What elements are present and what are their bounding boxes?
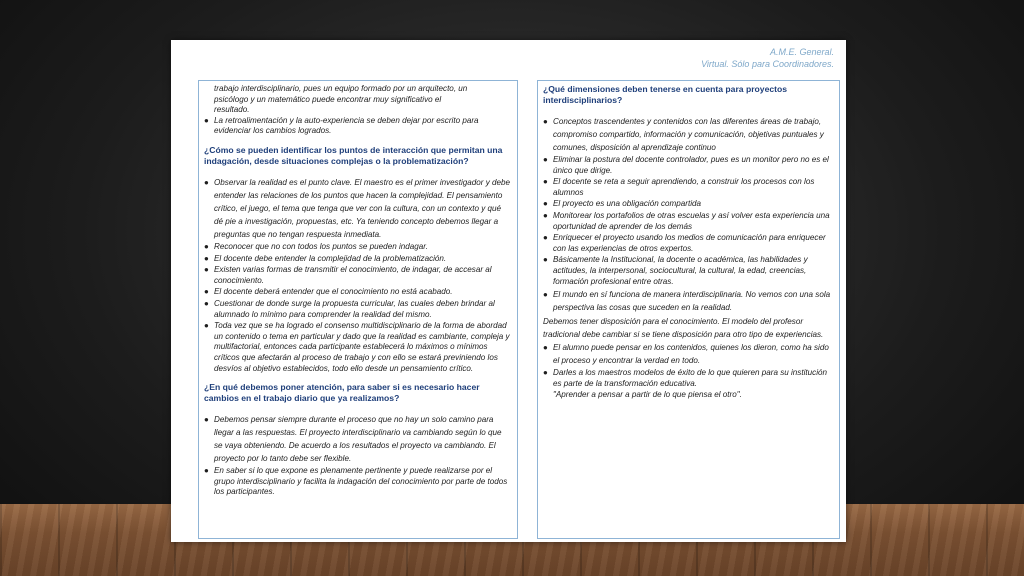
page-header (701, 46, 834, 70)
bullet-icon: ● (204, 287, 209, 297)
list-item-text: Conceptos trascendentes y contenidos con las diferentes áreas de trabajo, compromiso compartido, información y comunicación, objetivas puntuales y comunes, disposición al aprendizaje continuo (553, 117, 824, 152)
list-item-text: Toda vez que se ha logrado el consenso multidisciplinario de la forma de abordad un contenido o tema en particular y dado que la realidad es cambiante, compleja y multifactorial, entonces cada participante establecerá lo máximos o mínimos críticos que afectarán al proceso de trabajo y con ello se estará previniendo los desvíos al objetivo establecidos, todo ello desde un pensamiento crítico. (214, 321, 510, 373)
bullet-icon: ● (543, 368, 548, 378)
bullet-icon: ● (543, 290, 548, 300)
list-item (543, 288, 833, 314)
list-item (543, 255, 833, 287)
bullet-icon: ● (204, 265, 209, 275)
list-item-text: El docente deberá entender que el conocimiento no está acabado. (214, 287, 453, 297)
bullet-icon: ● (543, 233, 548, 243)
question-heading: ¿Qué dimensiones deben tenerse en cuenta para proyectos interdisciplinarios? (543, 84, 788, 105)
list-item (204, 254, 511, 265)
list-item (543, 211, 833, 232)
list-item-text: Debemos pensar siempre durante el proceso que no hay un solo camino para llegar a las respuestas. El proyecto interdisciplinario va cambiando según lo que se vaya obteniendo. De acuerdo a los resultados el proyecto va cambiando. El proyecto por lo tanto debe ser flexible. (214, 415, 502, 464)
bullet-icon: ● (204, 298, 209, 308)
list-item (204, 176, 511, 241)
list-item-text: Observar la realidad es el punto clave. El maestro es el primer investigador y debe entender las relaciones de los puntos que hacen la complejidad. El pensamiento crítico, el juego, el tema que tenga que ver con la cultura, con un contexto y qué dé pie a investigación, propuestas, etc. Ya teniendo concepto debemos llegar a preguntas que no tengan respuesta inmediata. (214, 177, 511, 239)
question-heading: ¿Cómo se pueden identificar los puntos de interacción que permitan una indagación, desde situaciones complejas o la problematización? (204, 144, 503, 166)
list-item-text: Darles a los maestros modelos de éxito de lo que quieren para su institución es parte de la transformación educativa. (553, 368, 827, 388)
intro-text (204, 84, 511, 116)
left-column (198, 80, 518, 539)
bullet-icon: ● (204, 115, 209, 125)
bullet-icon: ● (543, 199, 548, 209)
list-item (543, 177, 833, 198)
bullet-icon: ● (204, 415, 209, 425)
list-item-text: Enriquecer el proyecto usando los medios de comunicación para enriquecer con las experiencias de otros expertos. (553, 233, 826, 253)
bullet-icon: ● (204, 466, 209, 476)
list-item (204, 265, 511, 286)
bullet-icon: ● (204, 177, 209, 187)
list-item (204, 299, 511, 320)
list-item (204, 321, 511, 374)
list-item-text: Monitorear los portafolios de otras escuelas y así volver esta experiencia una oportunidad de aprender de los demás (553, 210, 830, 231)
list-item (204, 466, 511, 498)
list-item (543, 199, 833, 210)
bullet-icon: ● (543, 177, 548, 187)
list-item-text: La retroalimentación y la auto-experiencia se deben dejar por escrito para evidenciar los cambios logrados. (214, 115, 479, 136)
list-item-text: Eliminar la postura del docente controlador, pues es un monitor pero no es el único que dirige. (553, 155, 829, 175)
list-item (543, 155, 833, 176)
bullet-icon: ● (543, 210, 548, 220)
list-item (543, 115, 833, 154)
bullet-icon: ● (204, 241, 209, 251)
bullet-icon: ● (543, 255, 548, 265)
list-item-text: El alumno puede pensar en los contenidos, quienes los dieron, como ha sido el proceso y encontrar la verdad en todo. (553, 343, 829, 366)
list-item-text: En saber si lo que expone es plenamente pertinente y puede realizarse por el grupo interdisciplinario y facilita la indagación del conocimiento por parte de todos los participantes. (214, 466, 508, 497)
list-item-text: El mundo en sí funciona de manera interdisciplinaria. No vemos con una sola perspectiva las cosas que suceden en la realidad. (553, 290, 831, 313)
list-item (543, 341, 833, 367)
document-page (171, 40, 846, 542)
intro-line: resultado. (214, 105, 250, 115)
paragraph-text: Debemos tener disposición para el conocimiento. El modelo del profesor tradicional debe cambiar si se tiene disposición para otro tipo de experiencias. (543, 317, 824, 340)
bullet-icon: ● (543, 155, 548, 164)
question-heading: ¿En qué debemos poner atención, para saber si es necesario hacer cambios en el trabajo diario que ya realizamos? (204, 382, 480, 404)
right-column (537, 80, 840, 539)
list-item-text: El docente debe entender la complejidad de la problematización. (214, 253, 447, 263)
list-item (204, 413, 511, 465)
list-item (543, 368, 833, 389)
list-item (204, 242, 511, 253)
intro-line: psicólogo y un matemático puede encontrar muy significativo el (214, 94, 442, 104)
list-item-text: Existen varias formas de transmitir el conocimiento, de indagar, de accesar al conocimiento. (214, 265, 492, 285)
list-item (543, 233, 833, 254)
bullet-icon: ● (543, 117, 548, 126)
list-item-text: Reconocer que no con todos los puntos se pueden indagar. (214, 241, 428, 251)
list-item-text: Básicamente la Institucional, la docente o académica, las habilidades y actitudes, la interpersonal, sociocultural, la cultural, la edad, creencias, formación profesional entre otras. (553, 255, 808, 286)
header-line-2: Virtual. Sólo para Coordinadores. (701, 59, 834, 69)
bullet-icon: ● (204, 321, 209, 331)
quote-text: "Aprender a pensar a partir de lo que piensa el otro". (553, 390, 742, 400)
header-line-1: A.M.E. General. (769, 47, 834, 57)
list-item (204, 287, 511, 298)
bullet-icon: ● (204, 253, 209, 263)
list-item (204, 116, 511, 137)
bullet-icon: ● (543, 343, 548, 353)
intro-line: trabajo interdisciplinario, pues un equipo formado por un arquitecto, un (214, 84, 468, 93)
list-item-text: El docente se reta a seguir aprendiendo, a construir los procesos con los alumnos (553, 177, 815, 197)
list-item-text: El proyecto es una obligación compartida (553, 199, 702, 209)
list-item-text: Cuestionar de donde surge la propuesta curricular, las cuales deben brindar al alumnado lo mínimo para comprender la realidad del mismo. (214, 298, 495, 319)
